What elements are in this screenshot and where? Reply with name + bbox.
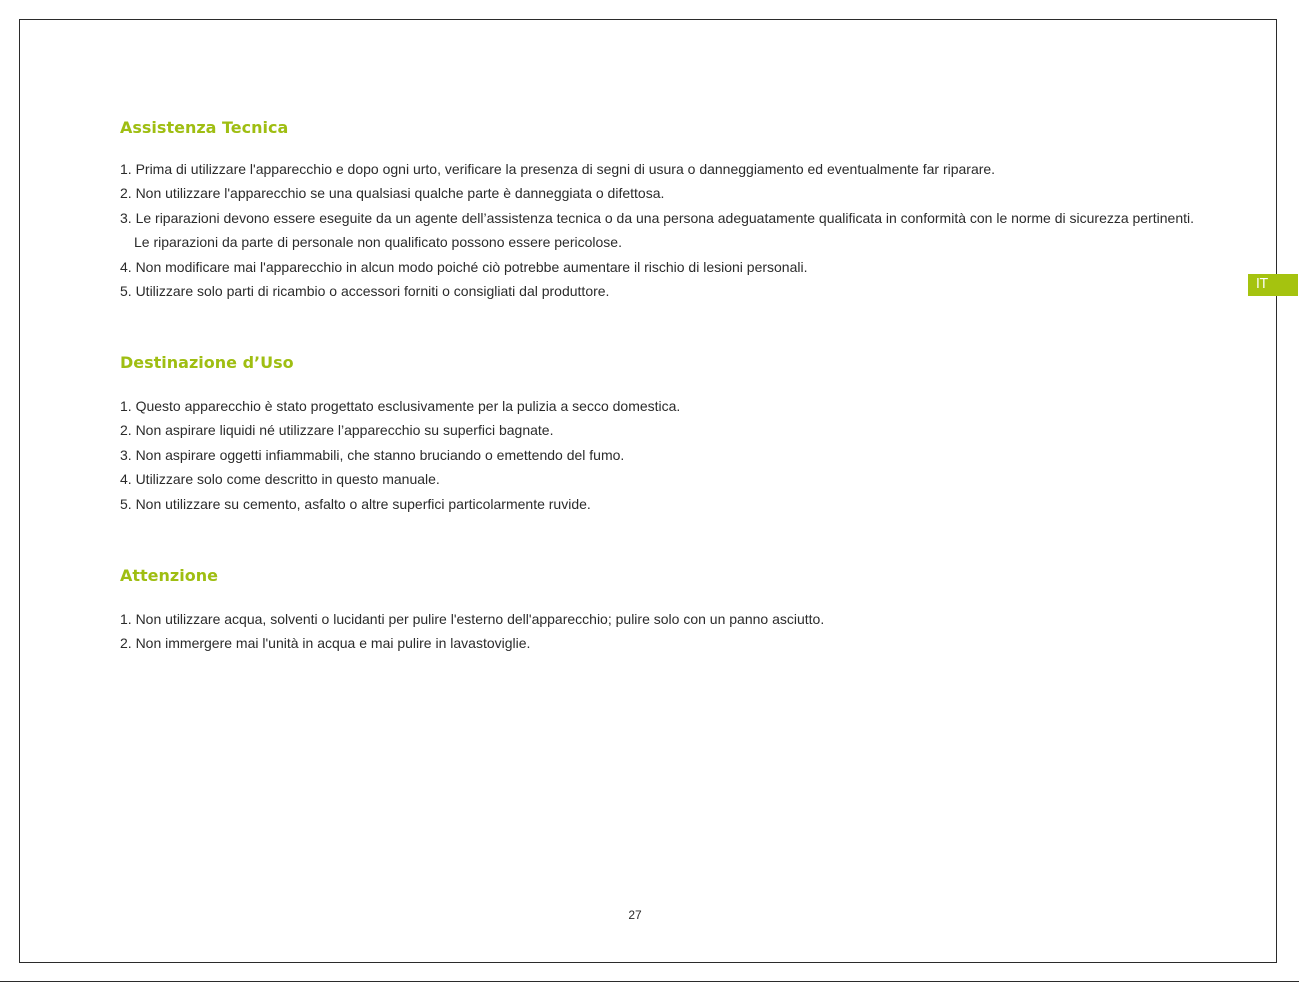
section-attenzione bbox=[120, 566, 1200, 656]
section-title: Destinazione d’Uso bbox=[120, 353, 294, 372]
list-item: 2. Non utilizzare l'apparecchio se una qualsiasi qualche parte è danneggiata o difettosa. bbox=[120, 185, 665, 202]
list-item: 4. Non modificare mai l'apparecchio in alcun modo poiché ciò potrebbe aumentare il rischio di lesioni personali. bbox=[120, 258, 808, 275]
list-item: 1. Non utilizzare acqua, solventi o lucidanti per pulire l'esterno dell'apparecchio; pulire solo con un panno asciutto. bbox=[120, 611, 825, 627]
section-title: Assistenza Tecnica bbox=[120, 118, 289, 137]
bottom-rule bbox=[0, 981, 1299, 982]
section-assistenza-tecnica bbox=[120, 118, 1200, 303]
list-item: 4. Utilizzare solo come descritto in questo manuale. bbox=[120, 471, 440, 488]
list-item: 5. Utilizzare solo parti di ricambio o accessori forniti o consigliati dal produttore. bbox=[120, 283, 610, 300]
list-item: 1. Questo apparecchio è stato progettato esclusivamente per la pulizia a secco domestica. bbox=[120, 398, 681, 414]
instruction-list bbox=[120, 607, 1200, 656]
instruction-list bbox=[120, 394, 1200, 516]
page-number: 27 bbox=[628, 908, 642, 922]
list-item: 3. Non aspirare oggetti infiammabili, che stanno bruciando o emettendo del fumo. bbox=[120, 446, 625, 463]
list-item: 2. Non aspirare liquidi né utilizzare l’apparecchio su superfici bagnate. bbox=[120, 422, 554, 439]
section-title: Attenzione bbox=[120, 566, 218, 585]
instruction-list bbox=[120, 157, 1200, 303]
list-item: 3. Le riparazioni devono essere eseguite da un agente dell’assistenza tecnica o da una persona adeguatamente qualificata in conformità con le norme di sicurezza pertinenti. Le riparazioni da parte di personale non qualificato possono essere pericolose. bbox=[120, 209, 1195, 251]
list-item: 1. Prima di utilizzare l'apparecchio e dopo ogni urto, verificare la presenza di segni di usura o danneggiamento ed eventualmente far riparare. bbox=[120, 161, 996, 177]
section-destinazione-uso bbox=[120, 353, 1200, 516]
list-item: 5. Non utilizzare su cemento, asfalto o altre superfici particolarmente ruvide. bbox=[120, 495, 591, 512]
language-tab: IT bbox=[1248, 274, 1298, 296]
list-item: 2. Non immergere mai l'unità in acqua e mai pulire in lavastoviglie. bbox=[120, 635, 531, 652]
